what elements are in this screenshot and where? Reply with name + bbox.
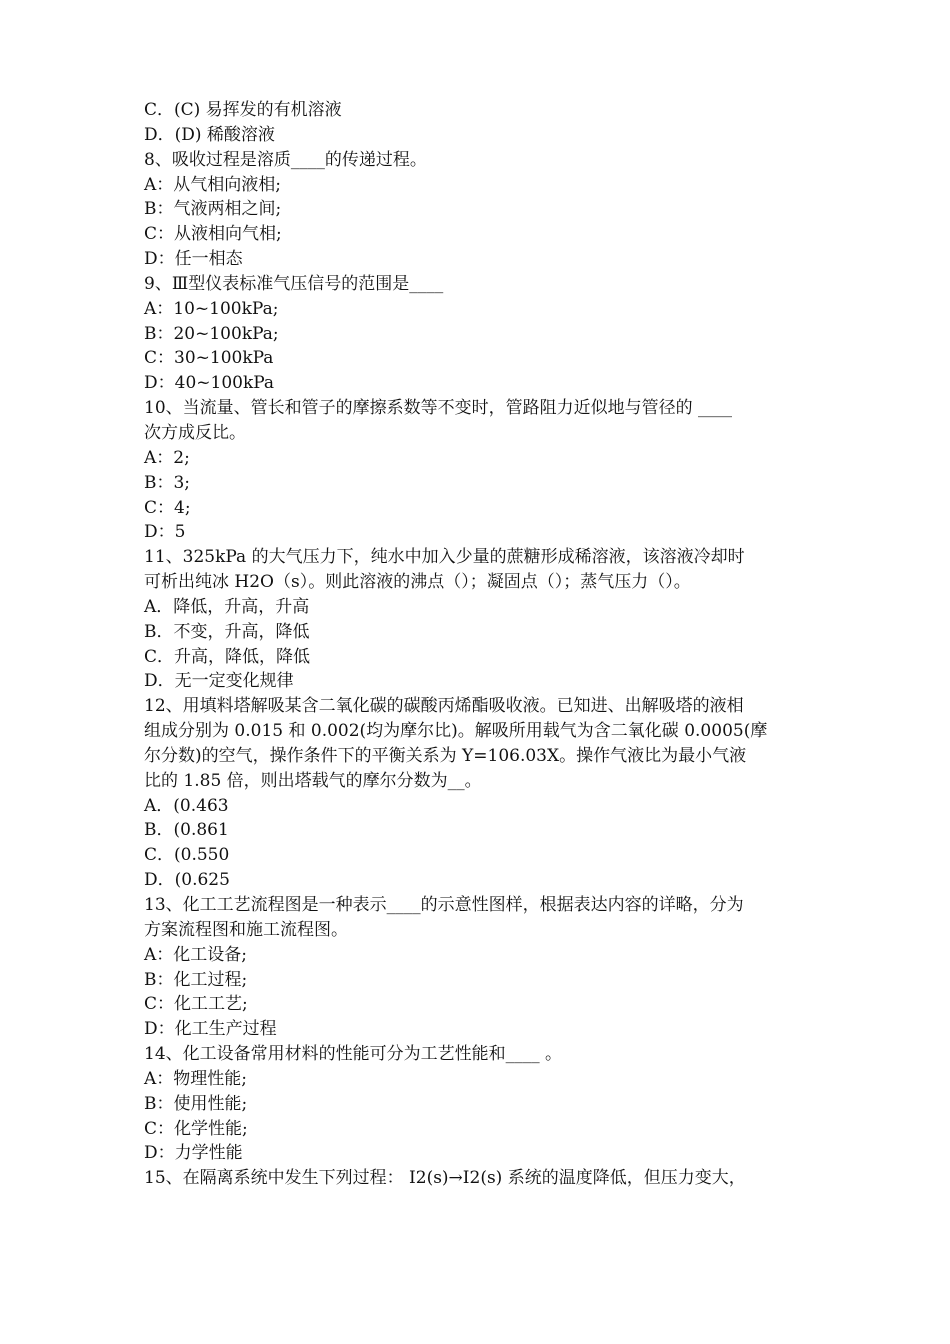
option-b-q13: B：化工过程; bbox=[144, 969, 248, 990]
option-c-q12: C．(0.550 bbox=[144, 845, 230, 866]
option-a-q11: A．降低，升高，升高 bbox=[144, 596, 310, 617]
question-14: 14、化工设备常用材料的性能可分为工艺性能和____ 。 bbox=[144, 1044, 563, 1065]
option-a-q8: A：从气相向液相; bbox=[144, 174, 282, 195]
option-a-q12: A．(0.463 bbox=[144, 795, 229, 816]
option-b-q12: B．(0.861 bbox=[144, 820, 229, 841]
option-b-q8: B：气液两相之间; bbox=[144, 199, 282, 220]
question-8: 8、吸收过程是溶质____的传递过程。 bbox=[144, 149, 427, 170]
option-d-q8: D：任一相态 bbox=[144, 249, 243, 270]
option-a-q14: A：物理性能; bbox=[144, 1068, 248, 1089]
option-c-q14: C：化学性能; bbox=[144, 1118, 248, 1139]
option-c-q11: C．升高，降低，降低 bbox=[144, 646, 311, 667]
document-body bbox=[144, 98, 814, 1191]
question-12: 12、用填料塔解吸某含二氧化碳的碳酸丙烯酯吸收液。已知进、出解吸塔的液相 bbox=[144, 696, 744, 717]
option-d-q11: D．无一定变化规律 bbox=[144, 671, 294, 692]
question-12-cont-2: 尔分数)的空气，操作条件下的平衡关系为 Y=106.03X。操作气液比为最小气液 bbox=[144, 745, 747, 766]
option-b-q11: B．不变，升高，降低 bbox=[144, 621, 310, 642]
option-d-q9: D：40~100kPa bbox=[144, 373, 275, 394]
question-13: 13、化工工艺流程图是一种表示____的示意性图样，根据表达内容的详略，分为 bbox=[144, 895, 744, 915]
option-b-q9: B：20~100kPa; bbox=[144, 323, 279, 344]
option-c-q8: C：从液相向气相; bbox=[144, 224, 282, 245]
option-c-q13: C：化工工艺; bbox=[144, 994, 248, 1015]
option-d-q13: D：化工生产过程 bbox=[144, 1019, 277, 1040]
question-15: 15、在隔离系统中发生下列过程： I2(s)→I2(s) 系统的温度降低，但压力变大， bbox=[144, 1168, 746, 1189]
question-11-cont: 可析出纯冰 H2O（s）。则此溶液的沸点（）；凝固点（）；蒸气压力（）。 bbox=[144, 572, 691, 593]
question-9: 9、Ⅲ型仪表标准气压信号的范围是____ bbox=[144, 273, 444, 294]
question-13-cont: 方案流程图和施工流程图。 bbox=[144, 919, 348, 940]
question-11: 11、325kPa 的大气压力下，纯水中加入少量的蔗糖形成稀溶液，该溶液冷却时 bbox=[144, 547, 745, 568]
option-c-q9: C：30~100kPa bbox=[144, 348, 274, 369]
option-a-q13: A：化工设备; bbox=[144, 944, 248, 965]
option-d-q7: D．(D) 稀酸溶液 bbox=[144, 124, 275, 145]
question-12-cont-3: 比的 1.85 倍，则出塔载气的摩尔分数为__。 bbox=[144, 770, 482, 791]
option-d-q14: D：力学性能 bbox=[144, 1143, 243, 1164]
question-12-cont-1: 组成分别为 0.015 和 0.002(均为摩尔比)。解吸所用载气为含二氧化碳 0.0005(摩 bbox=[144, 721, 768, 742]
option-d-q12: D．(0.625 bbox=[144, 870, 230, 891]
option-c-q10: C：4; bbox=[144, 497, 191, 518]
option-c-q7: C．(C) 易挥发的有机溶液 bbox=[144, 100, 342, 120]
option-b-q14: B：使用性能; bbox=[144, 1093, 248, 1114]
option-a-q10: A：2; bbox=[144, 447, 190, 468]
option-b-q10: B：3; bbox=[144, 472, 191, 493]
question-10-cont: 次方成反比。 bbox=[144, 422, 246, 443]
question-10: 10、当流量、管长和管子的摩擦系数等不变时，管路阻力近似地与管径的 ____ bbox=[144, 398, 733, 419]
option-d-q10: D：5 bbox=[144, 522, 186, 543]
option-a-q9: A：10~100kPa; bbox=[144, 298, 279, 319]
